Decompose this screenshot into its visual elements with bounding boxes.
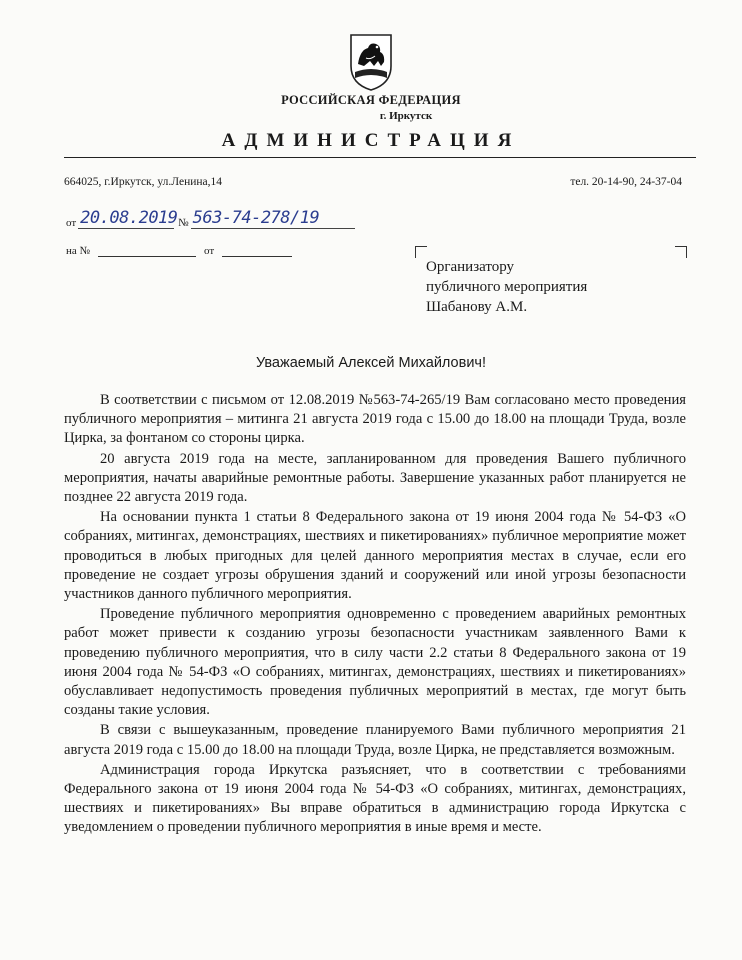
reference-no-label: на № [66, 245, 91, 257]
reference-date-blank [222, 244, 292, 257]
header-country: РОССИЙСКАЯ ФЕДЕРАЦИЯ [281, 93, 461, 107]
recipient-line-1: Организатору [426, 259, 515, 275]
recipient-line-2: публичного мероприятия [426, 279, 588, 295]
recipient-block [426, 257, 587, 317]
body-paragraph: На основании пункта 1 статьи 8 Федерального закона от 19 июня 2004 года № 54-ФЗ «О собраниях, митингах, демонстрациях, шествиях и пикетированиях» публичное мероприятие может проводиться в любых пригодных для целей данного мероприятия местах в случае, если его проведение не создает угрозы обрушения зданий и сооружений или иной угрозы безопасности участников данного публичного мероприятия. [64, 509, 686, 603]
outgoing-date: 20.08.2019 [80, 208, 178, 228]
body-paragraph: Проведение публичного мероприятия одновременно с проведением аварийных ремонтных работ может привести к созданию угрозы безопасности участникам заявленного Вами к проведению публичного мероприятия, что в силу части 2.2 статьи 8 Федерального закона от 19 июня 2004 года № 54-ФЗ «О собраниях, митингах, демонстрациях, шествиях и пикетированиях» обуславливает недопустимость проведения публичных мероприятий в местах, где могут быть созданы такие условия. [64, 606, 686, 719]
reference-no-blank [98, 244, 196, 257]
header-phone: тел. 20-14-90, 24-37-04 [570, 176, 682, 188]
outgoing-no-label: № [178, 217, 189, 229]
irkutsk-coat-of-arms-icon [348, 32, 394, 92]
reference-from-label: от [204, 245, 215, 257]
salutation: Уважаемый Алексей Михайлович! [256, 355, 486, 371]
incoming-reference [64, 244, 292, 257]
header-divider [64, 157, 696, 158]
header-title: АДМИНИСТРАЦИЯ [221, 130, 521, 151]
address-bracket-right [675, 246, 687, 258]
header-address: 664025, г.Иркутск, ул.Ленина,14 [64, 176, 223, 188]
header-city: г. Иркутск [379, 110, 433, 122]
outgoing-reference [64, 208, 355, 229]
outgoing-from-label: от [66, 217, 77, 229]
recipient-line-3: Шабанову А.М. [426, 299, 528, 315]
body-paragraph: В соответствии с письмом от 12.08.2019 №563-74-265/19 Вам согласовано место проведения публичного мероприятия – митинга 21 августа 2019 года с 15.00 до 18.00 на площади Труда, возле Цирка, за фонтаном со стороны цирка. [64, 392, 686, 447]
body-paragraph: В связи с вышеуказанным, проведение планируемого Вами публичного мероприятия 21 августа 2019 года с 15.00 до 18.00 на площади Труда, возле Цирка, не представляется возможным. [64, 722, 686, 758]
body-paragraph: Администрация города Иркутска разъясняет, что в соответствии с требованиями Федерального закона от 19 июня 2004 года № 54-ФЗ «О собраниях, митингах, демонстрациях, шествиях и пикетированиях» Вы вправе обратиться в администрацию города Иркутска с уведомлением о проведении публичного мероприятия в иные время и месте. [64, 761, 686, 836]
outgoing-number: 563-74-278/19 [191, 208, 355, 229]
letter-body [64, 391, 686, 839]
body-paragraph: 20 августа 2019 года на месте, запланированном для проведения Вашего публичного мероприятия, начаты аварийные ремонтные работы. Завершение указанных работ планируется не позднее 22 августа 2019 года. [64, 450, 686, 506]
